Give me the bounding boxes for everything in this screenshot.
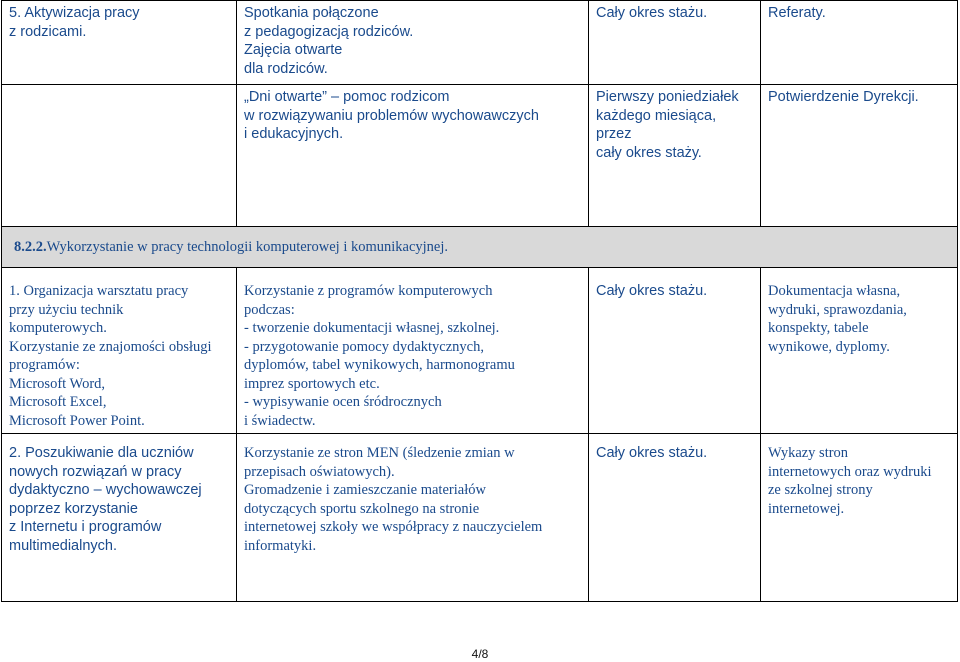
evidence-cell: Wykazy stron internetowych oraz wydruki ze szkolnej strony internetowej. [761, 434, 958, 602]
section-number: 8.2.2. [14, 238, 47, 255]
method-cell: „Dni otwarte” – pomoc rodzicom w rozwiązywaniu problemów wychowawczych i edukacyjnych. [237, 85, 589, 227]
table-row [2, 268, 958, 434]
table-row [2, 1, 958, 85]
deadline-cell: Cały okres stażu. [589, 1, 761, 85]
table-row [2, 434, 958, 602]
method-cell: Korzystanie z programów komputerowych podczas: - tworzenie dokumentacji własnej, szkolnej. - przygotowanie pomocy dydaktycznych, dyplomów, tabel wynikowych, harmonogramu imprez sportowych etc. - wypisywanie ocen śródrocznych i świadectw. [237, 268, 589, 434]
task-cell: 1. Organizacja warsztatu pracy przy użyciu technik komputerowych. Korzystanie ze znajomości obsługi programów: Microsoft Word, Microsoft Excel, Microsoft Power Point. [2, 268, 237, 434]
table-row [2, 85, 958, 227]
deadline-cell: Cały okres stażu. [589, 434, 761, 602]
page-number: 4/8 [471, 647, 489, 661]
evidence-cell: Dokumentacja własna, wydruki, sprawozdania, konspekty, tabele wynikowe, dyplomy. [761, 268, 958, 434]
section-header [2, 227, 958, 268]
deadline-cell: Cały okres stażu. [589, 268, 761, 434]
task-cell: 5. Aktywizacja pracy z rodzicami. [2, 1, 237, 85]
plan-table [1, 0, 958, 602]
method-cell: Korzystanie ze stron MEN (śledzenie zmian w przepisach oświatowych). Gromadzenie i zamieszczanie materiałów dotyczących sportu szkolnego na stronie internetowej szkoły we współpracy z nauczycielem informatyki. [237, 434, 589, 602]
section-title: Wykorzystanie w pracy technologii komputerowej i komunikacyjnej. [46, 238, 449, 255]
task-cell [2, 85, 237, 227]
deadline-cell: Pierwszy poniedziałek każdego miesiąca, przez cały okres stażу. [589, 85, 761, 227]
task-cell: 2. Poszukiwanie dla uczniów nowych rozwiązań w pracy dydaktyczno – wychowawczej poprzez korzystanie z Internetu i programów multimedialnych. [2, 434, 237, 602]
method-cell: Spotkania połączone z pedagogizacją rodziców. Zajęcia otwarte dla rodziców. [237, 1, 589, 85]
evidence-cell: Referaty. [761, 1, 958, 85]
section-header-row [2, 227, 958, 268]
evidence-cell: Potwierdzenie Dyrekcji. [761, 85, 958, 227]
